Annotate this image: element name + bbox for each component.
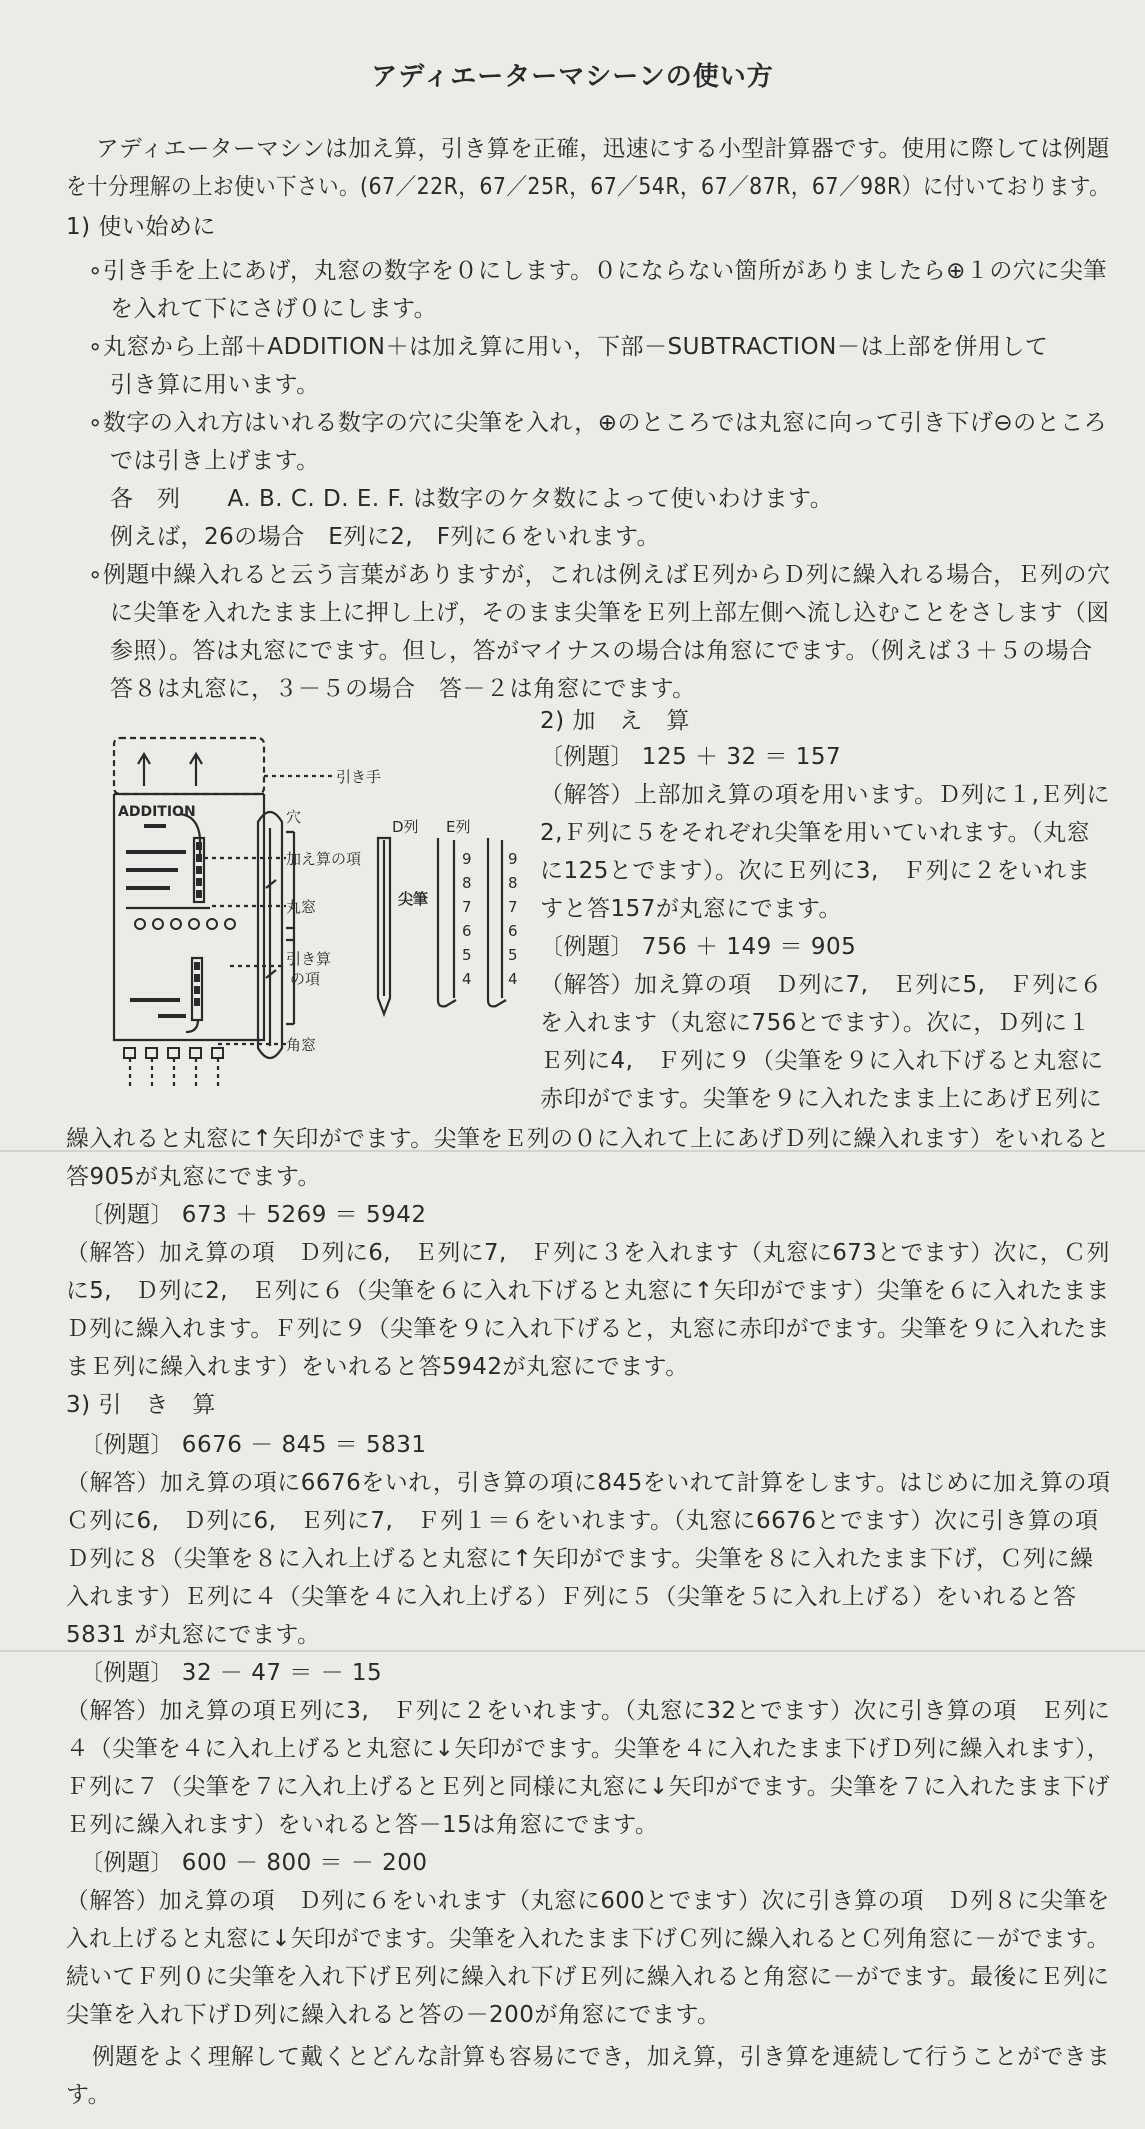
s2-side-line: を入れます（丸窓に756とでます）。次に，Ｄ列に１ [540, 1010, 1091, 1036]
s3-line: 〔例題〕 600 － 800 ＝ － 200 [80, 1850, 428, 1876]
label-col-e: E列 [446, 818, 471, 836]
s2-line: （解答）加え算の項 Ｄ列に6, Ｅ列に7, Ｆ列に３を入れます（丸窓に673とでます）次に，Ｃ列 [66, 1240, 1110, 1266]
intro-line: を十分理解の上お使い下さい。(67／22R，67／25R，67／54R，67／87R，67／98R）に付いております。 [66, 174, 1111, 200]
s3-line: （解答）加え算の項に6676をいれ，引き算の項に845をいれて計算をします。はじめに加え算の項 [66, 1470, 1111, 1496]
label-square-window: 角窓 [286, 1036, 317, 1054]
s1-line: ∘丸窓から上部＋ADDITION＋は加え算に用い，下部－SUBTRACTION－は上部を併用して [88, 334, 1049, 360]
digit-label: 5 [508, 946, 518, 964]
s2-side-line: 赤印がでます。尖筆を９に入れたまま上にあげＥ列に [540, 1086, 1103, 1112]
s3-line: Ｄ列に８（尖筆を８に入れ上げると丸窓に↑矢印がでます。尖筆を８に入れたまま下げ，Ｃ列に繰 [66, 1546, 1094, 1572]
digit-label: 8 [462, 874, 472, 892]
page-title: アディエーターマシーンの使い方 [371, 62, 774, 92]
s1-line: 答８は丸窓に，３－５の場合 答－２は角窓にでます。 [110, 676, 696, 702]
s2-line: Ｄ列に繰入れます。Ｆ列に９（尖筆を９に入れ下げると，丸窓に赤印がでます。尖筆を９に入れたま [66, 1316, 1110, 1342]
digit-label: 7 [508, 898, 518, 916]
label-round-window: 丸窓 [286, 898, 317, 916]
s1-line: 各 列 A. B. C. D. E. F. は数字のケタ数によって使いわけます。 [110, 486, 834, 512]
digit-label: 6 [462, 922, 472, 940]
s1-line: 参照）。答は丸窓にでます。但し，答がマイナスの場合は角窓にでます。（例えば３＋５の場合 [110, 638, 1093, 664]
label-col-d: D列 [392, 818, 419, 836]
digit-label: 7 [462, 898, 472, 916]
s3-line: 続いてＦ列０に尖筆を入れ下げＥ列に繰入れ下げＥ列に繰入れると角窓に－がでます。最後にＥ列に [66, 1964, 1110, 1990]
section-2-heading: 2) 加 え 算 [540, 708, 690, 734]
closing-line: す。 [66, 2082, 112, 2108]
s1-line: ∘数字の入れ方はいれる数字の穴に尖筆を入れ，⊕のところでは丸窓に向って引き下げ⊖のところ [88, 410, 1108, 436]
label-stylus: 尖筆 [398, 890, 429, 908]
s1-line: ∘引き手を上にあげ，丸窓の数字を０にします。０にならない箇所がありましたら⊕１の穴に尖筆 [88, 258, 1107, 284]
s2-side-line: （解答）加え算の項 Ｄ列に7, Ｅ列に5, Ｆ列に６ [540, 972, 1103, 998]
s3-line: （解答）加え算の項 Ｄ列に６をいれます（丸窓に600とでます）次に引き算の項 Ｄ列８に尖筆を [66, 1888, 1110, 1914]
s2-line: 〔例題〕 673 ＋ 5269 ＝ 5942 [80, 1202, 427, 1228]
s3-line: 5831 が丸窓にでます。 [66, 1622, 321, 1648]
s3-line: Ｅ列に繰入れます）をいれると答－15は角窓にでます。 [66, 1812, 659, 1838]
digit-label: 4 [462, 970, 472, 988]
section-3-heading: 3) 引 き 算 [66, 1392, 216, 1418]
label-handle: 引き手 [336, 768, 382, 786]
s3-line: Ｃ列に6, Ｄ列に6, Ｅ列に7, Ｆ列１＝６をいれます。（丸窓に6676とでます）次に引き算の項 [66, 1508, 1099, 1534]
digit-label: 9 [508, 850, 518, 868]
s3-line: 入れ上げると丸窓に↓矢印がでます。尖筆を入れたまま下げＣ列に繰入れるとＣ列角窓に－がでます。 [66, 1926, 1110, 1952]
s2-line: 答905が丸窓にでます。 [66, 1164, 322, 1190]
diagram-addition-label: ADDITION [118, 804, 196, 820]
s2-line: まＥ列に繰入れます）をいれると答5942が丸窓にでます。 [66, 1354, 689, 1380]
s3-line: 〔例題〕 32 － 47 ＝ － 15 [80, 1660, 383, 1686]
s2-side-line: Ｅ列に4, Ｆ列に９（尖筆を９に入れ下げると丸窓に [540, 1048, 1104, 1074]
s3-line: 入れます）Ｅ列に４（尖筆を４に入れ上げる）Ｆ列に５（尖筆を５に入れ上げる）をいれると答 [66, 1584, 1077, 1610]
s1-line: を入れて下にさげ０にします。 [110, 296, 438, 322]
s2-side-line: （解答）上部加え算の項を用います。Ｄ列に１,Ｅ列に [540, 782, 1110, 808]
digit-label: 6 [508, 922, 518, 940]
s2-side-line: 2,Ｆ列に５をそれぞれ尖筆を用いていれます。（丸窓 [540, 820, 1091, 846]
s2-line: に5, Ｄ列に2, Ｅ列に６（尖筆を６に入れ下げると丸窓に↑矢印がでます）尖筆を６に入れたまま [66, 1278, 1110, 1304]
s3-line: （解答）加え算の項Ｅ列に3, Ｆ列に２をいれます。（丸窓に32とでます）次に引き算の項 Ｅ列に [66, 1698, 1111, 1724]
label-sub-item: の項 [290, 970, 321, 988]
digit-label: 4 [508, 970, 518, 988]
digit-label: 5 [462, 946, 472, 964]
adiator-diagram [100, 728, 530, 1098]
s2-side-line: 〔例題〕 756 ＋ 149 ＝ 905 [540, 934, 857, 960]
label-hole: 穴 [286, 808, 302, 826]
label-sub-item: 引き算 [286, 950, 332, 968]
intro-line: アディエーターマシンは加え算，引き算を正確，迅速にする小型計算器です。使用に際しては例題 [96, 136, 1110, 162]
label-add-item: 加え算の項 [286, 850, 362, 868]
digit-label: 9 [462, 850, 472, 868]
paper-fold [0, 1650, 1145, 1652]
s1-line: 引き算に用います。 [110, 372, 320, 398]
s2-side-line: に125とでます）。次にＥ列に3, Ｆ列に２をいれま [540, 858, 1091, 884]
closing-line: 例題をよく理解して戴くとどんな計算も容易にでき，加え算，引き算を連続して行うことができま [92, 2044, 1111, 2070]
s2-side-line: すと答157が丸窓にでます。 [540, 896, 843, 922]
section-1-heading: 1) 使い始めに [66, 214, 216, 240]
s1-line: に尖筆を入れたまま上に押し上げ，そのまま尖筆をＥ列上部左側へ流し込むことをさします（図 [110, 600, 1110, 626]
s1-line: では引き上げます。 [110, 448, 320, 474]
s3-line: 尖筆を入れ下げＤ列に繰入れると答の－200が角窓にでます。 [66, 2002, 721, 2028]
s3-line: 〔例題〕 6676 － 845 ＝ 5831 [80, 1432, 427, 1458]
s3-line: ４（尖筆を４に入れ上げると丸窓に↓矢印がでます。尖筆を４に入れたまま下げＤ列に繰入れます）， [66, 1736, 1110, 1762]
s2-side-line: 〔例題〕 125 ＋ 32 ＝ 157 [540, 744, 842, 770]
s2-line: 繰入れると丸窓に↑矢印がでます。尖筆をＥ列の０に入れて上にあげＤ列に繰入れます）をいれると [66, 1126, 1110, 1152]
s1-line: ∘例題中繰入れると云う言葉がありますが，これは例えばＥ列からＤ列に繰入れる場合，Ｅ列の穴 [88, 562, 1111, 588]
s3-line: Ｆ列に７（尖筆を７に入れ上げるとＥ列と同様に丸窓に↓矢印がでます。尖筆を７に入れたまま下げ [66, 1774, 1110, 1800]
s1-line: 例えば，26の場合 E列に2, F列に６をいれます。 [110, 524, 661, 550]
digit-label: 8 [508, 874, 518, 892]
